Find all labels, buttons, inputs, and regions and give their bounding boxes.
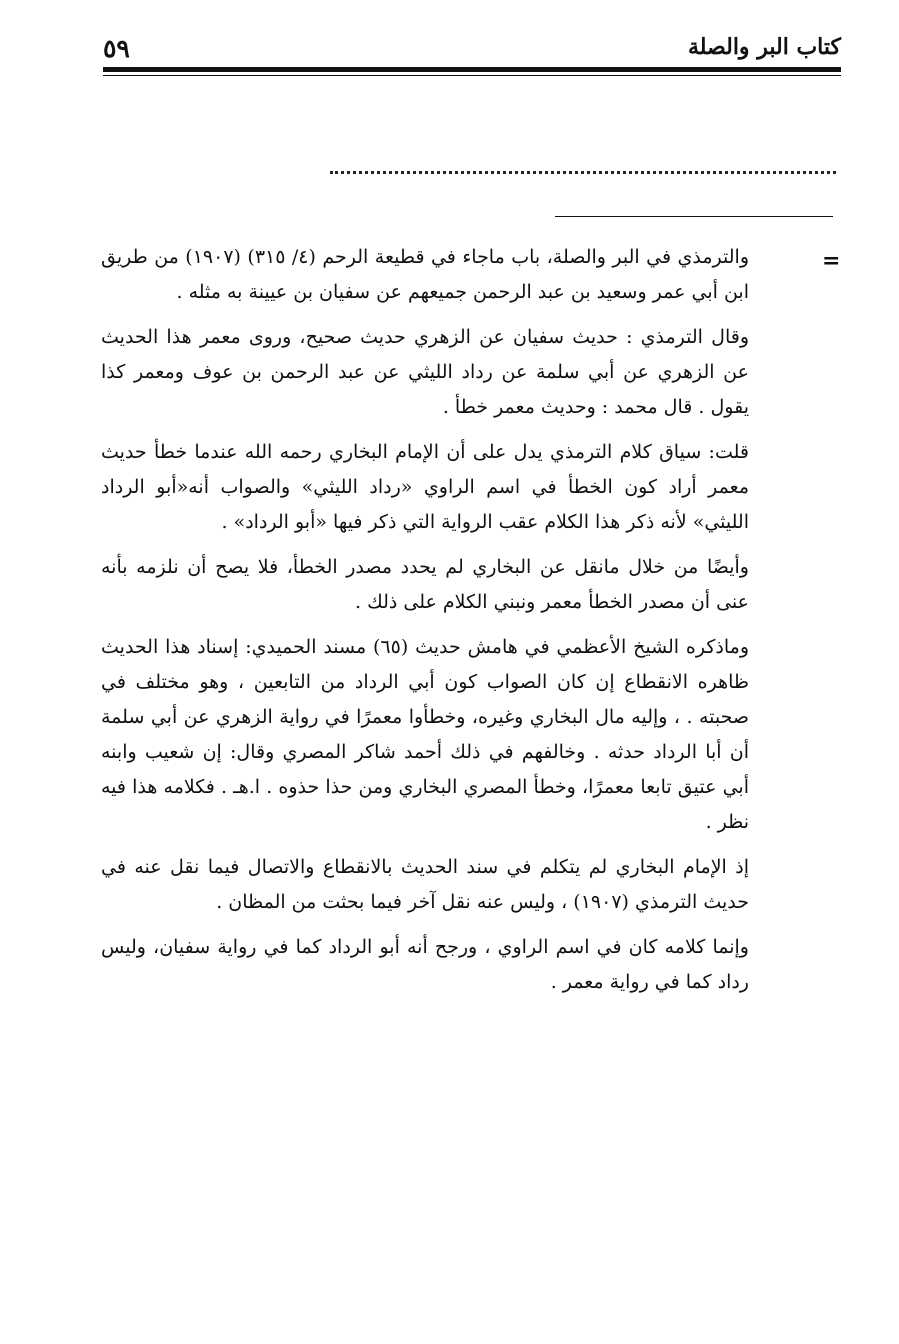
- page-header: [103, 30, 841, 70]
- paragraph-azami: وماذكره الشيخ الأعظمي في هامش حديث (٦٥) مسند الحميدي: إسناد هذا الحديث ظاهره الانقطاع إن كان الصواب كون أبي الرداد من التابعين ، وهو مختلف في صحبته . ، وإليه مال البخاري وغيره، وخطأوا معمرًا في رواية الزهري عن أبي سلمة أن أبا الرداد حدثه . وخالفهم في ذلك أحمد شاكر المصري وقال: إن شعيب وابنه أبي عتيق تابعا معمرًا، وخطأ المصري البخاري ومن حذا حذوه . ا.هـ . فكلامه هذا فيه نظر .: [101, 636, 750, 833]
- paragraph-bukhari: إذ الإمام البخاري لم يتكلم في سند الحديث بالانقطاع والاتصال فيما نقل عنه في حديث الترمذي (١٩٠٧) ، وليس عنه نقل آخر فيما بحثت من المظان .: [101, 856, 749, 913]
- paragraph-tirmidhi-source: والترمذي في البر والصلة، باب ماجاء في قطيعة الرحم (٤/ ٣١٥) (١٩٠٧) من طريق ابن أبي عمر وسعيد بن عبد الرحمن جميعهم عن سفيان بن عيينة به مثله .: [101, 246, 750, 303]
- footnote-rule: [555, 216, 833, 217]
- paragraph-conclusion: وإنما كلامه كان في اسم الراوي ، ورجح أنه أبو الرداد كما في رواية سفيان، وليس رداد كما في رواية معمر .: [101, 936, 749, 993]
- dotted-separator: [330, 171, 836, 174]
- paragraph-aydan: وأيضًا من خلال مانقل عن البخاري لم يحدد مصدر الخطأ، فلا يصح أن نلزمه بأنه عنى أن مصدر الخطأ معمر ونبني الكلام على ذلك .: [101, 556, 749, 613]
- page-number: ٥٩: [103, 34, 130, 63]
- footnote-body: [101, 240, 749, 1010]
- header-rule-thick: [103, 67, 841, 72]
- paragraph-tirmidhi-comment: وقال الترمذي : حديث سفيان عن الزهري حديث صحيح، وروى معمر هذا الحديث عن الزهري عن أبي سلمة عن رداد الليثي عن عبد الرحمن بن عوف ومعمر كذا يقول . قال محمد : وحديث معمر خطأ .: [101, 326, 749, 418]
- footnote-continuation-mark: =: [822, 248, 841, 274]
- running-title: كتاب البر والصلة: [687, 34, 841, 60]
- header-rule-thin: [103, 75, 841, 76]
- paragraph-qultu: قلت: سياق كلام الترمذي يدل على أن الإمام البخاري رحمه الله عندما خطأ حديث معمر أراد كون الخطأ في اسم الراوي «رداد الليثي» والصواب أنه«أبو الرداد الليثي» لأنه ذكر هذا الكلام عقب الرواية التي ذكر فيها «أبو الرداد» .: [101, 441, 749, 533]
